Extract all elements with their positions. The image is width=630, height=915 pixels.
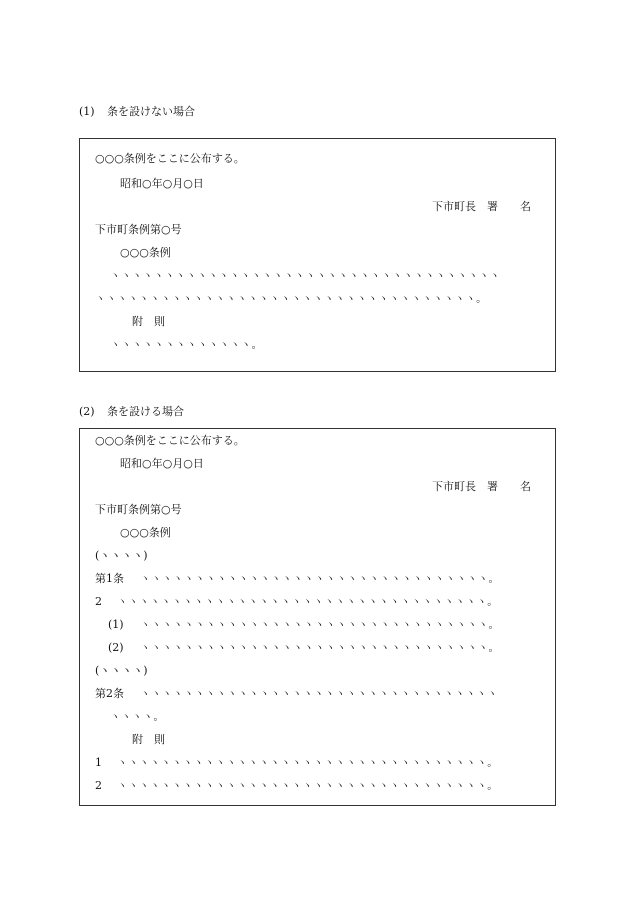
article-caption-1: (ヽヽヽヽ) xyxy=(95,549,148,562)
supplementary-heading: 附 則 xyxy=(132,315,165,328)
signer-name: 下市町長 署 名 xyxy=(432,480,531,493)
section2-number: (2) xyxy=(79,405,95,418)
supplementary-2-label: 2 xyxy=(95,779,102,792)
section2-box xyxy=(79,428,556,806)
section2-title: 条を設ける場合 xyxy=(107,405,184,418)
article-2-label: 第2条 xyxy=(95,687,124,700)
supplementary-1-label: 1 xyxy=(95,756,102,769)
section2-heading xyxy=(79,403,184,419)
ordinance-number: 下市町条例第○号 xyxy=(95,503,182,516)
supplementary-body: ヽヽヽヽヽヽヽヽヽヽヽヽヽ。 xyxy=(110,339,263,351)
article-1-label: 第1条 xyxy=(95,572,124,585)
section1-box xyxy=(79,138,556,372)
body-line-1: ヽヽヽヽヽヽヽヽヽヽヽヽヽヽヽヽヽヽヽヽヽヽヽヽヽヽヽヽヽヽヽヽヽヽヽヽ xyxy=(110,270,501,282)
section1-title: 条を設けない場合 xyxy=(107,105,195,118)
proclamation-text: ○○○条例をここに公布する。 xyxy=(95,434,245,447)
supplementary-1-body: ヽヽヽヽヽヽヽヽヽヽヽヽヽヽヽヽヽヽヽヽヽヽヽヽヽヽヽヽヽヽヽヽヽヽ。 xyxy=(117,757,499,769)
section1-number: (1) xyxy=(79,105,95,118)
item-2-body: ヽヽヽヽヽヽヽヽヽヽヽヽヽヽヽヽヽヽヽヽヽヽヽヽヽヽヽヽヽヽヽヽ。 xyxy=(140,642,500,654)
ordinance-title: ○○○条例 xyxy=(120,526,171,539)
paragraph-2-body: ヽヽヽヽヽヽヽヽヽヽヽヽヽヽヽヽヽヽヽヽヽヽヽヽヽヽヽヽヽヽヽヽヽヽ。 xyxy=(117,596,499,608)
article-2-continuation: ヽヽヽヽ。 xyxy=(110,711,165,723)
body-line-2: ヽヽヽヽヽヽヽヽヽヽヽヽヽヽヽヽヽヽヽヽヽヽヽヽヽヽヽヽヽヽヽヽヽヽヽ。 xyxy=(95,293,488,305)
article-2-body: ヽヽヽヽヽヽヽヽヽヽヽヽヽヽヽヽヽヽヽヽヽヽヽヽヽヽヽヽヽヽヽヽヽ xyxy=(140,688,498,700)
item-1-body: ヽヽヽヽヽヽヽヽヽヽヽヽヽヽヽヽヽヽヽヽヽヽヽヽヽヽヽヽヽヽヽヽ。 xyxy=(140,619,500,631)
item-1-label: (1) xyxy=(108,618,124,631)
promulgation-date: 昭和○年○月○日 xyxy=(120,457,204,470)
ordinance-number: 下市町条例第○号 xyxy=(95,223,182,236)
item-2-label: (2) xyxy=(108,641,124,654)
ordinance-title: ○○○条例 xyxy=(120,246,171,259)
proclamation-text: ○○○条例をここに公布する。 xyxy=(95,152,245,165)
supplementary-2-body: ヽヽヽヽヽヽヽヽヽヽヽヽヽヽヽヽヽヽヽヽヽヽヽヽヽヽヽヽヽヽヽヽヽヽ。 xyxy=(117,780,499,792)
signer-name: 下市町長 署 名 xyxy=(432,200,531,213)
promulgation-date: 昭和○年○月○日 xyxy=(120,177,204,190)
supplementary-heading: 附 則 xyxy=(132,733,165,746)
section1-heading xyxy=(79,103,195,119)
article-1-body: ヽヽヽヽヽヽヽヽヽヽヽヽヽヽヽヽヽヽヽヽヽヽヽヽヽヽヽヽヽヽヽヽ。 xyxy=(140,573,500,585)
paragraph-2-label: 2 xyxy=(95,595,102,608)
article-caption-2: (ヽヽヽヽ) xyxy=(95,664,148,677)
